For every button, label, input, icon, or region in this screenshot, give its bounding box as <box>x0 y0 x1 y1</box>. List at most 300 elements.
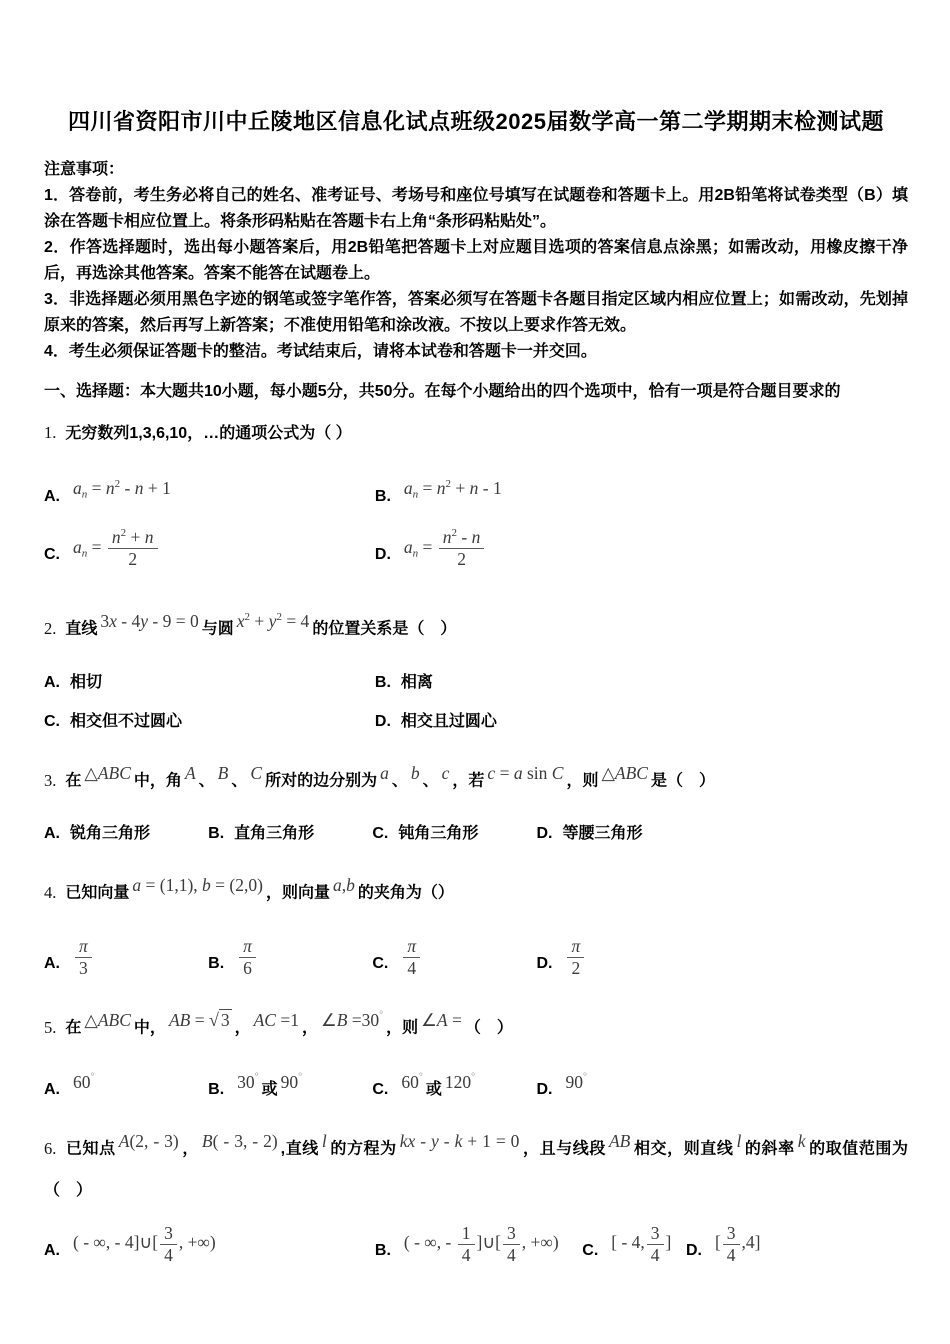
text-run: 或 <box>425 1081 442 1099</box>
inline-formula <box>319 1131 330 1151</box>
questions <box>44 412 908 1266</box>
inline-formula <box>70 526 163 570</box>
text-run: 或 <box>261 1081 278 1099</box>
math-text: kx <box>399 1131 416 1152</box>
option <box>208 1072 372 1100</box>
math-text: - 4 <box>116 611 141 632</box>
option-label: C. <box>372 1081 389 1099</box>
degree-mark: ° <box>298 1071 303 1083</box>
inline-formula <box>712 1222 764 1265</box>
math-text: a <box>73 536 82 557</box>
fraction-numerator <box>647 1224 664 1245</box>
text-run: ， <box>301 1019 318 1037</box>
text-run: 的斜率 <box>744 1140 795 1158</box>
text-run: ，且与线段 <box>522 1140 606 1158</box>
fraction-numerator <box>160 1224 177 1245</box>
math-text: c <box>441 762 450 783</box>
option-content <box>70 935 97 978</box>
math-text: - 9 = 0 <box>148 611 199 632</box>
text-run: 直线 <box>65 621 98 639</box>
math-text: 4 <box>650 1244 660 1265</box>
question <box>44 599 908 730</box>
inline-formula <box>182 763 199 783</box>
fraction <box>647 1224 664 1266</box>
text-run: 相交且过圆心 <box>400 712 497 730</box>
text-run: 已知点 <box>65 1140 116 1158</box>
options-row <box>44 1052 908 1100</box>
degree-mark: ° <box>379 1009 384 1021</box>
option-content <box>70 1222 219 1265</box>
option-label: B. <box>374 1241 391 1259</box>
math-text: 90 <box>565 1071 583 1092</box>
inline-formula <box>598 763 651 783</box>
text-run: 的夹角为（） <box>357 884 454 902</box>
math-text: + 1 <box>143 478 171 499</box>
math-script: 2 <box>120 526 127 539</box>
math-text: [ <box>714 1232 721 1253</box>
math-text: 4 <box>407 958 417 978</box>
math-text: 120 <box>444 1071 472 1092</box>
text-run: ,直线 <box>280 1140 319 1158</box>
math-text: b <box>346 875 355 896</box>
math-text: △ <box>84 1010 98 1031</box>
inline-formula <box>795 1131 809 1151</box>
math-text: = <box>87 536 106 557</box>
inline-formula <box>418 1010 465 1030</box>
inline-formula <box>70 478 174 501</box>
option <box>686 1224 908 1266</box>
math-text: 3 <box>100 611 110 632</box>
degree-mark: ° <box>418 1071 423 1083</box>
inline-formula <box>234 611 313 631</box>
fraction <box>239 937 256 979</box>
inline-formula <box>234 935 261 978</box>
math-text: π <box>243 935 252 956</box>
inline-formula <box>97 611 201 631</box>
inline-formula <box>81 763 134 783</box>
math-text: ]∪[ <box>476 1232 501 1253</box>
question-stem <box>44 412 908 455</box>
radicand <box>219 1009 232 1030</box>
question-stem <box>44 1119 908 1211</box>
option <box>44 820 208 843</box>
math-script: 2 <box>445 478 452 491</box>
math-text: = 4 <box>281 611 310 632</box>
option <box>44 708 375 731</box>
option <box>375 669 908 692</box>
text-run: ，则 <box>566 772 599 790</box>
option <box>375 478 908 506</box>
options-row <box>44 1214 908 1266</box>
text-run: 、 <box>231 772 248 790</box>
text-run: 相交但不过圆心 <box>70 712 183 730</box>
option <box>208 937 372 979</box>
option <box>44 937 208 979</box>
option-label: D. <box>536 1081 553 1099</box>
text-run: 、 <box>391 772 408 790</box>
math-text: l <box>321 1131 327 1152</box>
option-label: B. <box>208 955 225 973</box>
option-content <box>398 825 478 842</box>
option-content <box>70 825 150 842</box>
fraction-denominator <box>75 958 92 978</box>
inline-formula <box>70 935 97 978</box>
inline-formula <box>398 935 425 978</box>
question-number: 2. <box>44 619 57 639</box>
inline-formula <box>398 1072 426 1092</box>
text-run: （ ） <box>464 1019 513 1037</box>
math-text: A <box>184 762 196 783</box>
option-content <box>562 825 642 842</box>
question-number: 5. <box>44 1017 57 1037</box>
inline-formula <box>562 1072 590 1092</box>
math-text: ( - 3, - 2) <box>212 1131 278 1152</box>
question-number: 3. <box>44 770 57 790</box>
math-text: π <box>79 935 88 956</box>
text-run: 的位置关系是（ ） <box>312 621 457 639</box>
math-text: AB <box>608 1131 631 1152</box>
page-title: 四川省资阳市川中丘陵地区信息化试点班级2025届数学高一第二学期期末检测试题 <box>68 109 884 134</box>
math-text: b <box>202 875 211 896</box>
fraction-denominator <box>458 1245 475 1265</box>
option-label: C. <box>372 825 389 843</box>
question-number: 6. <box>44 1138 57 1158</box>
fraction-numerator <box>75 937 92 958</box>
math-text: 3 <box>79 958 88 978</box>
math-text: = (2,0) <box>210 875 263 896</box>
math-text: [ - 4, <box>611 1232 645 1253</box>
text-run: 直角三角形 <box>234 825 315 843</box>
math-text: 90 <box>280 1071 299 1092</box>
math-text: ABC <box>614 762 648 783</box>
text-run: 相离 <box>400 673 433 691</box>
option-content <box>401 478 505 505</box>
text-run: 的方程为 <box>329 1140 397 1158</box>
option-content <box>712 1222 764 1265</box>
math-text: y <box>431 1131 439 1152</box>
math-script: 2 <box>244 611 251 624</box>
math-text: ( - ∞, - 4]∪[ <box>73 1232 159 1253</box>
notice-item-4: 4．考生必须保证答题卡的整洁。考试结束后，请将本试卷和答题卡一并交回。 <box>44 342 597 360</box>
option <box>44 528 375 570</box>
inline-formula <box>484 763 566 783</box>
option <box>208 820 372 843</box>
math-text: n <box>471 526 481 547</box>
inline-formula <box>733 1131 744 1151</box>
math-text: + <box>250 611 269 632</box>
option <box>44 669 375 692</box>
math-text: - <box>415 1131 432 1152</box>
text-run: ，则向量 <box>265 884 330 902</box>
math-text: ∠ <box>421 1010 437 1031</box>
fraction-numerator <box>439 528 485 549</box>
math-text: 2 <box>457 549 466 570</box>
option-label: B. <box>208 825 225 843</box>
math-text: - <box>120 478 135 499</box>
fraction-numerator <box>239 937 256 958</box>
fraction-denominator <box>439 549 485 569</box>
inline-formula <box>401 478 505 501</box>
fraction <box>723 1224 740 1266</box>
option <box>536 820 908 843</box>
math-text: 30 <box>237 1071 255 1092</box>
notice-item-3: 3．非选择题必须用黑色字迹的钢笔或签字笔作答，答案必须写在答题卡各题目指定区域内相应位置上；如需改动，先划掉原来的答案，然后再写上新答案；不准使用铅笔和涂改液。不按以上要求作答无效。 <box>44 290 908 334</box>
inline-formula <box>70 1072 98 1092</box>
math-text: 4 <box>726 1244 736 1265</box>
inline-formula <box>318 1010 386 1030</box>
option-label: D. <box>536 825 553 843</box>
fraction <box>108 528 158 570</box>
option <box>536 1072 908 1100</box>
option-content <box>398 935 425 978</box>
text-run: 等腰三角形 <box>562 825 643 843</box>
math-text: B <box>201 1131 213 1152</box>
option-content <box>234 1071 305 1099</box>
option-label: B. <box>208 1081 225 1099</box>
math-text: AB <box>168 1010 191 1031</box>
option-label: A. <box>44 1081 60 1099</box>
math-text: = <box>87 478 106 499</box>
inline-formula <box>129 875 266 895</box>
math-text: + <box>126 526 145 547</box>
math-text: (2, - 3) <box>129 1131 179 1152</box>
inline-formula <box>408 763 423 783</box>
math-text: y <box>140 611 149 632</box>
fraction-numerator <box>567 937 584 958</box>
option <box>372 937 536 979</box>
option <box>375 1224 582 1266</box>
text-run: ，若 <box>452 772 485 790</box>
math-text: - <box>438 1131 455 1152</box>
text-run: 锐角三角形 <box>70 825 151 843</box>
option-label: B. <box>374 673 391 691</box>
option-label: D. <box>374 712 391 730</box>
math-text: =1 <box>275 1010 299 1031</box>
option-label: A. <box>44 1241 60 1259</box>
option-content <box>70 526 163 570</box>
notice-section <box>44 157 908 365</box>
math-script: n <box>81 488 88 501</box>
text-run: 中， <box>133 1019 166 1037</box>
inline-formula <box>377 763 392 783</box>
option-content <box>398 1071 478 1099</box>
fraction-denominator <box>160 1245 177 1265</box>
question-stem <box>44 751 908 802</box>
fraction <box>439 528 485 570</box>
inline-formula <box>278 1072 306 1092</box>
math-text: b <box>410 762 420 783</box>
option-label: C. <box>44 712 60 730</box>
math-text: 6 <box>243 958 252 978</box>
math-text: n <box>105 478 115 499</box>
text-run: 的取值范围为（ ） <box>44 1140 909 1199</box>
math-script: 2 <box>451 526 458 539</box>
math-text: B <box>217 762 229 783</box>
option-content <box>401 1222 562 1265</box>
option-content <box>70 674 102 691</box>
text-run: 相切 <box>70 673 103 691</box>
math-text: ∠ <box>321 1010 337 1031</box>
option-label: D. <box>536 955 553 973</box>
math-text: C <box>551 762 564 783</box>
math-text: l <box>736 1131 742 1152</box>
inline-formula <box>70 1222 219 1265</box>
option <box>44 478 375 506</box>
option-content <box>562 1071 590 1098</box>
math-text: AC <box>253 1010 276 1031</box>
fraction-denominator <box>108 549 158 569</box>
math-text: = (1,1), <box>141 875 203 896</box>
math-text: π <box>407 935 417 956</box>
degree-mark: ° <box>471 1071 476 1083</box>
math-text: 1 <box>461 1222 471 1243</box>
text-run: ，则 <box>386 1019 419 1037</box>
math-text: a <box>380 762 389 783</box>
text-run: 在 <box>65 1019 82 1037</box>
option-label: D. <box>374 546 391 564</box>
math-text: n <box>111 526 121 547</box>
math-text: C <box>250 762 263 783</box>
options-row <box>44 804 908 843</box>
inline-formula <box>439 763 453 783</box>
math-text: ABC <box>97 1010 131 1031</box>
fraction-numerator <box>503 1224 520 1245</box>
options-row <box>44 653 908 731</box>
math-text: = <box>190 1010 209 1031</box>
math-text: sin <box>522 762 552 783</box>
inline-formula <box>562 935 589 978</box>
math-text: 3 <box>164 1222 173 1243</box>
text-run: ， <box>181 1140 199 1158</box>
text-run: 钝角三角形 <box>398 825 479 843</box>
math-text: = <box>418 478 437 499</box>
inline-formula <box>247 763 265 783</box>
text-run: 中，角 <box>133 772 182 790</box>
math-text: 3 <box>220 1010 230 1031</box>
math-text: c <box>487 762 496 783</box>
math-text: △ <box>601 762 615 783</box>
math-text: k <box>454 1131 463 1152</box>
text-run: ， <box>234 1019 251 1037</box>
text-run: 与圆 <box>201 621 234 639</box>
option <box>582 1224 686 1266</box>
option-label: A. <box>44 825 60 843</box>
math-text: A <box>436 1010 448 1031</box>
option-label: C. <box>582 1241 599 1259</box>
inline-formula <box>608 1222 674 1265</box>
math-script: n <box>412 488 419 501</box>
question <box>44 412 908 570</box>
inline-formula <box>116 1131 182 1151</box>
math-text: B <box>336 1010 348 1031</box>
fraction-denominator <box>503 1245 520 1265</box>
math-text: 3 <box>726 1222 736 1243</box>
math-text: a <box>132 875 142 896</box>
option-content <box>234 825 314 842</box>
option <box>44 1072 208 1100</box>
math-text: , <box>341 875 347 896</box>
math-text: a <box>403 536 413 557</box>
fraction-denominator <box>239 958 256 978</box>
fraction <box>503 1224 520 1266</box>
question-stem <box>44 863 908 914</box>
inline-formula <box>166 1010 235 1030</box>
fraction <box>403 937 420 979</box>
math-text: , +∞) <box>178 1232 216 1253</box>
option <box>375 708 908 731</box>
math-text: - 1 <box>478 478 502 499</box>
option <box>372 820 536 843</box>
text-run: 已知向量 <box>65 884 130 902</box>
option-label: C. <box>44 546 60 564</box>
inline-formula <box>199 1131 281 1151</box>
option <box>536 937 908 979</box>
inline-formula <box>215 763 232 783</box>
option-content <box>234 935 261 978</box>
option-content <box>401 526 489 570</box>
fraction <box>160 1224 177 1266</box>
question <box>44 863 908 978</box>
fraction-denominator <box>567 958 584 978</box>
math-text: n <box>144 526 154 547</box>
question <box>44 751 908 843</box>
degree-mark: ° <box>254 1071 259 1083</box>
math-text: = <box>495 762 514 783</box>
math-text: + <box>451 478 470 499</box>
inline-formula <box>401 1222 562 1265</box>
question <box>44 1119 908 1265</box>
question-stem <box>44 998 908 1049</box>
math-text: 4 <box>164 1244 173 1265</box>
option-label: C. <box>372 955 389 973</box>
text-run: 、 <box>198 772 215 790</box>
math-text: 2 <box>128 549 138 570</box>
option <box>372 1072 536 1100</box>
fraction-numerator <box>723 1224 740 1245</box>
inline-formula <box>442 1072 478 1092</box>
math-text: ( - ∞, - <box>403 1232 456 1253</box>
math-text: ,4] <box>741 1232 761 1253</box>
fraction-denominator <box>403 958 420 978</box>
fraction <box>75 937 92 979</box>
option-label: A. <box>44 955 60 973</box>
fraction-numerator <box>108 528 158 549</box>
math-text: = <box>418 536 437 557</box>
text-run: 在 <box>65 772 82 790</box>
math-text: n <box>469 478 479 499</box>
math-text: 3 <box>650 1222 660 1243</box>
math-text: = <box>447 1010 462 1031</box>
inline-formula <box>234 1072 262 1092</box>
fraction-numerator <box>403 937 420 958</box>
fraction-numerator <box>458 1224 475 1245</box>
math-text: a <box>403 478 413 499</box>
math-text: + 1 = 0 <box>462 1131 520 1152</box>
math-script: n <box>81 547 88 559</box>
option-content <box>401 674 433 691</box>
question-number: 4. <box>44 882 57 902</box>
inline-formula <box>81 1010 134 1030</box>
option-content <box>70 478 174 505</box>
text-run: 、 <box>422 772 439 790</box>
option-content <box>608 1222 674 1265</box>
math-text: k <box>797 1131 806 1152</box>
option-content <box>70 1071 98 1098</box>
option-label: A. <box>44 673 60 691</box>
math-text: x <box>109 611 117 632</box>
math-script: n <box>412 547 419 559</box>
inline-formula <box>606 1131 633 1151</box>
